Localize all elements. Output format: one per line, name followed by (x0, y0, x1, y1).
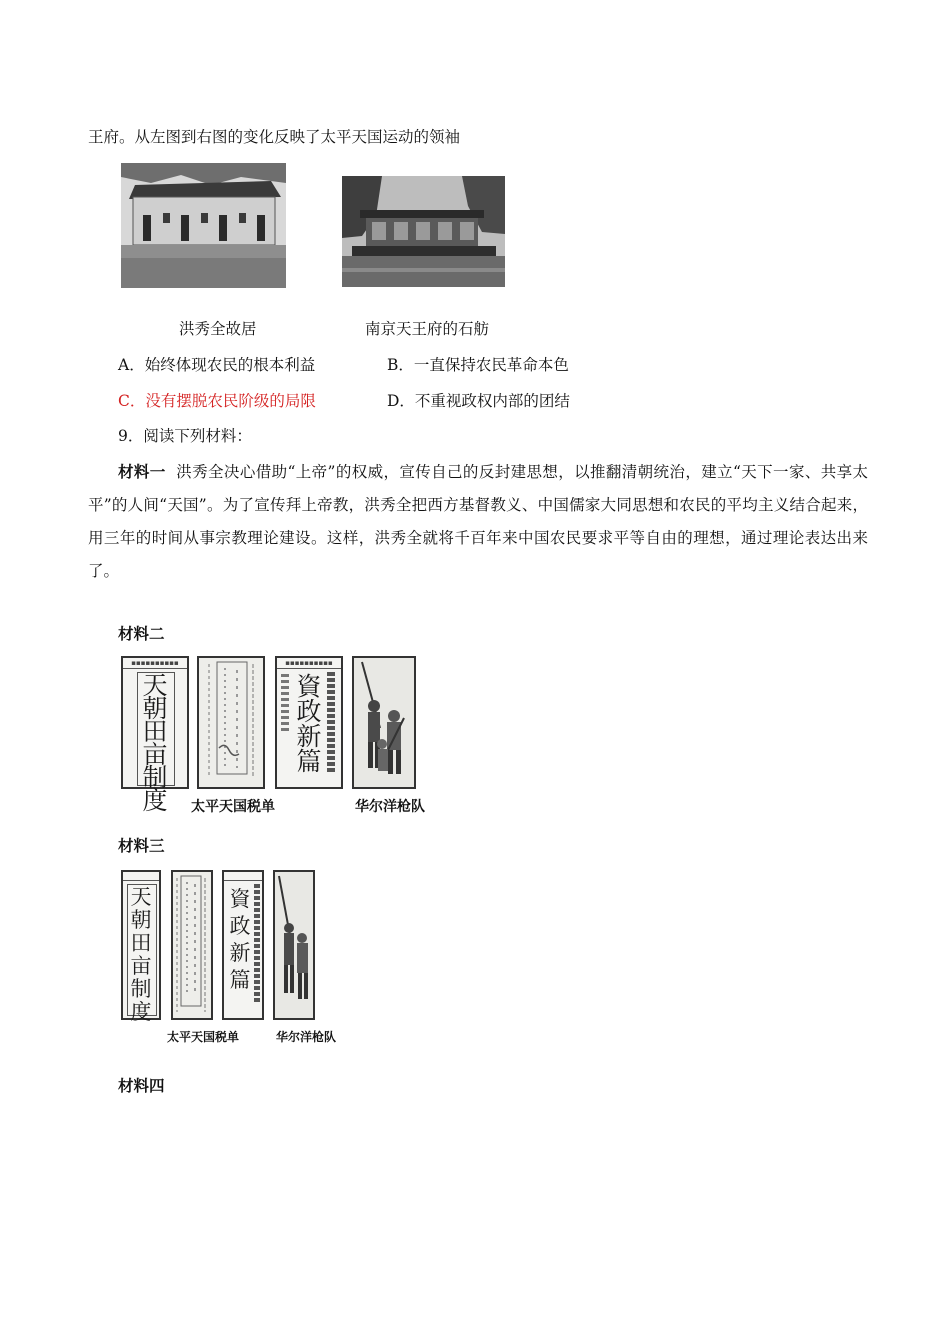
material2-new-policy-doc: ▪▪▪▪▪▪▪▪▪▪ 資政新篇 (275, 656, 343, 789)
material2-new-policy-title: 資政新篇 (296, 672, 322, 776)
photo-former-residence (121, 163, 286, 288)
option-c: C．没有摆脱农民阶级的局限 (118, 392, 316, 410)
material3-new-policy-title: 資政新篇 (229, 887, 251, 992)
material2-tax-receipt-doc (197, 656, 265, 789)
material3-army-image (273, 870, 315, 1020)
material2-land-system-title: 天朝田亩制度 (142, 671, 168, 815)
caption-former-residence: 洪秀全故居 (179, 320, 257, 338)
photo-stone-boat (342, 176, 505, 287)
option-a: A．始终体现农民的根本利益 (118, 356, 316, 374)
material2-label: 材料二 (118, 625, 165, 643)
material1-text: 洪秀全决心借助“上帝”的权威，宣传自己的反封建思想，以推翻清朝统治，建立“天下一家、共享太平”的人间“天国”。为了宣传拜上帝教，洪秀全把西方基督教义、中国儒家大同思想和农民的平均主义结合起来，用三年的时间从事宗教理论建设。这样，洪秀全就将千百年来中国农民要求平等自由的理想，通过理论表达出来了。 (88, 463, 868, 580)
intro-line: 王府。从左图到右图的变化反映了太平天国运动的领袖 (88, 128, 461, 146)
material1-paragraph (88, 456, 868, 588)
material2-caption-tax: 太平天国税单 (191, 799, 275, 815)
material3-land-system-title: 天朝田亩制度 (130, 885, 152, 1024)
question-9: 9．阅读下列材料： (118, 427, 252, 445)
material3-label: 材料三 (118, 837, 165, 855)
material3-tax-receipt-doc (171, 870, 213, 1020)
option-d: D．不重视政权内部的团结 (387, 392, 570, 410)
material3-land-system-doc (121, 870, 161, 1024)
material2-caption-army: 华尔洋枪队 (355, 799, 425, 815)
option-b: B．一直保持农民革命本色 (387, 356, 569, 374)
material4-label: 材料四 (118, 1077, 165, 1095)
material1-label: 材料一 (118, 463, 166, 481)
caption-stone-boat: 南京天王府的石舫 (365, 320, 490, 338)
material2-land-system-doc: ▪▪▪▪▪▪▪▪▪▪ 天朝田亩制度 (121, 656, 189, 789)
material3-caption-tax: 太平天国税单 (167, 1030, 240, 1044)
material3-new-policy-doc (222, 870, 264, 1020)
material3-caption-army: 华尔洋枪队 (276, 1030, 337, 1044)
material2-army-image (352, 656, 416, 789)
